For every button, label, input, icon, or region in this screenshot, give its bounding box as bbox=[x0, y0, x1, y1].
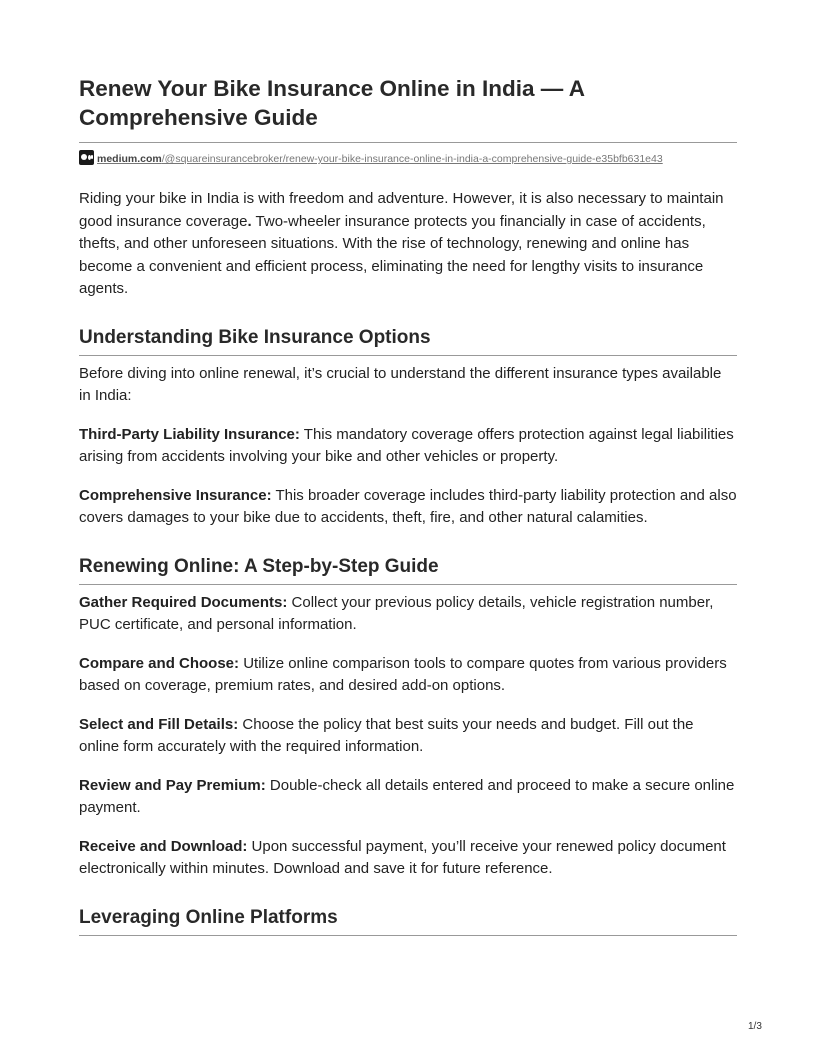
step-item: Review and Pay Premium: Double-check all details entered and proceed to make a secure online payment. bbox=[79, 776, 735, 816]
section-heading-steps: Renewing Online: A Step-by-Step Guide bbox=[79, 555, 737, 585]
step-item: Select and Fill Details: Choose the policy that best suits your needs and budget. Fill out the online form accurately with the required information. bbox=[79, 715, 694, 755]
section-heading-options: Understanding Bike Insurance Options bbox=[79, 326, 737, 356]
intro-paragraph: Riding your bike in India is with freedom and adventure. However, it is also necessary to maintain good insurance coverage. Two-wheeler insurance protects you financially in case of accidents, thefts, and other unforeseen situations. With the rise of technology, renewing and online has become a convenient and efficient process, eliminating the need for lengthy visits to insurance agents. bbox=[79, 190, 724, 297]
section-lead-paragraph: Before diving into online renewal, it’s crucial to understand the different insurance types available in India: bbox=[79, 364, 722, 404]
insurance-type-item: Comprehensive Insurance: This broader coverage includes third-party liability protection and also covers damages to your bike due to accidents, theft, fire, and other natural calamities. bbox=[79, 486, 737, 526]
page-number: 1/3 bbox=[748, 1021, 762, 1032]
medium-logo-icon bbox=[79, 150, 94, 165]
source-path: /@squareinsurancebroker/renew-your-bike-insurance-online-in-india-a-comprehensive-guide-e35bfb631e43 bbox=[161, 153, 663, 165]
step-item: Gather Required Documents: Collect your previous policy details, vehicle registration number, PUC certificate, and personal information. bbox=[79, 593, 714, 633]
step-item: Receive and Download: Upon successful payment, you’ll receive your renewed policy document electronically within minutes. Download and save it for future reference. bbox=[79, 837, 726, 877]
step-item: Compare and Choose: Utilize online comparison tools to compare quotes from various providers based on coverage, premium rates, and desired add-on options. bbox=[79, 654, 727, 694]
article-title: Renew Your Bike Insurance Online in India — A Comprehensive Guide bbox=[79, 74, 737, 143]
source-line bbox=[79, 150, 737, 167]
source-domain: medium.com bbox=[97, 153, 162, 165]
source-link[interactable] bbox=[97, 153, 663, 165]
section-heading-platforms: Leveraging Online Platforms bbox=[79, 906, 737, 936]
document-page bbox=[79, 74, 737, 936]
insurance-type-item: Third-Party Liability Insurance: This mandatory coverage offers protection against legal liabilities arising from accidents involving your bike and other vehicles or property. bbox=[79, 425, 734, 465]
